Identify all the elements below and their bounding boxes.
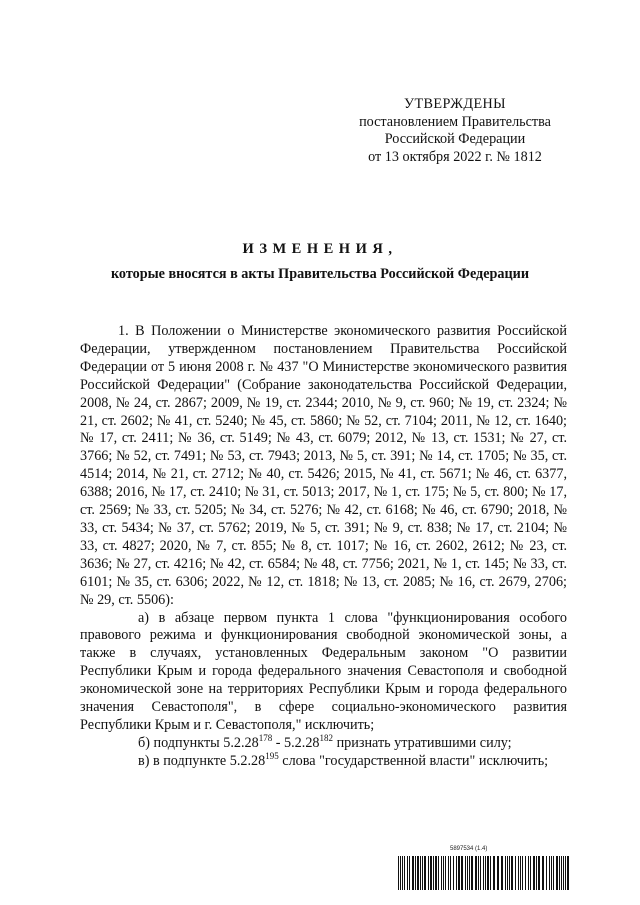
paragraph-item-b xyxy=(80,732,567,753)
item-b-superscript-2: 182 xyxy=(319,732,334,743)
approval-line-date: от 13 октября 2022 г. № 1812 xyxy=(368,148,542,165)
item-b-text-start: б) подпункты 5.2.28 xyxy=(138,734,259,751)
document-body xyxy=(80,323,567,771)
approval-line-federation: Российской Федерации xyxy=(384,131,526,147)
paragraph-item-1: 1. В Положении о Министерстве экономического развития Российской Федерации, утвержденном постановлением Правительства Российской Федерации от 5 июня 2008 г. № 437 "О Министерстве экономического развития Российской Федерации" (Собрание законодательства Российской Федерации, 2008, № 24, ст. 2867; 2009, № 19, ст. 2344; 2010, № 9, ст. 960; № 19, ст. 2324; № 21, ст. 2602; № 41, ст. 5240; № 45, ст. 5860; № 52, ст. 7104; 2011, № 12, ст. 1640; № 17, ст. 2411; № 36, ст. 5149; № 43, ст. 6079; 2012, № 13, ст. 1531; № 27, ст. 3766; № 52, ст. 7491; № 53, ст. 7943; 2013, № 5, ст. 391; № 14, ст. 1705; № 35, ст. 4514; 2014, № 21, ст. 2712; № 40, ст. 5426; 2015, № 41, ст. 5671; № 46, ст. 6377, 6388; 2016, № 17, ст. 2410; № 31, ст. 5013; 2017, № 1, ст. 175; № 5, ст. 800; № 17, ст. 2569; № 33, ст. 5205; № 34, ст. 5276; № 42, ст. 6168; № 46, ст. 6790; 2018, № 33, ст. 5434; № 37, ст. 5762; 2019, № 5, ст. 391; № 9, ст. 838; № 17, ст. 2104; № 33, ст. 4827; 2020, № 7, ст. 855; № 8, ст. 1017; № 16, ст. 2602, 2612; № 23, ст. 3636; № 27, ст. 4216; № 42, ст. 6584; № 48, ст. 7756; 2021, № 1, ст. 145; № 33, ст. 6101; № 35, ст. 6306; 2022, № 12, ст. 1818; № 13, ст. 2085; № 16, ст. 2679, 2706; № 29, ст. 5506): xyxy=(80,323,567,608)
barcode-image xyxy=(398,856,570,890)
approval-block xyxy=(340,96,570,166)
item-b-superscript-1: 178 xyxy=(258,732,273,743)
document-subtitle: которые вносятся в акты Правительства Российской Федерации xyxy=(110,266,530,282)
item-v-text-start: в) в подпункте 5.2.28 xyxy=(138,752,266,769)
paragraph-item-a: а) в абзаце первом пункта 1 слова "функционирования особого правового режима и функционирования свободной экономической зоны, а также в случаях, установленных Федеральным законом "О развитии Республики Крым и города федерального значения Севастополя и свободной экономической зоне на территориях Республики Крым и города федерального значения Севастополя", в сфере социально-экономического развития Республики Крым и г. Севастополя," исключить; xyxy=(80,609,567,733)
paragraph-item-v xyxy=(80,750,567,771)
barcode-block xyxy=(398,846,570,891)
item-v-superscript: 195 xyxy=(265,750,279,761)
item-v-text-end: слова "государственной власти" исключить; xyxy=(278,752,549,769)
item-b-text-middle: - 5.2.28 xyxy=(272,734,320,751)
item-b-text-end: признать утратившими силу; xyxy=(333,734,512,751)
approval-line-decree: постановлением Правительства xyxy=(359,113,551,130)
approval-heading: УТВЕРЖДЕНЫ xyxy=(404,96,506,112)
barcode-caption: 5897534 (1.4) xyxy=(450,846,488,852)
document-title: ИЗМЕНЕНИЯ, xyxy=(242,241,398,257)
